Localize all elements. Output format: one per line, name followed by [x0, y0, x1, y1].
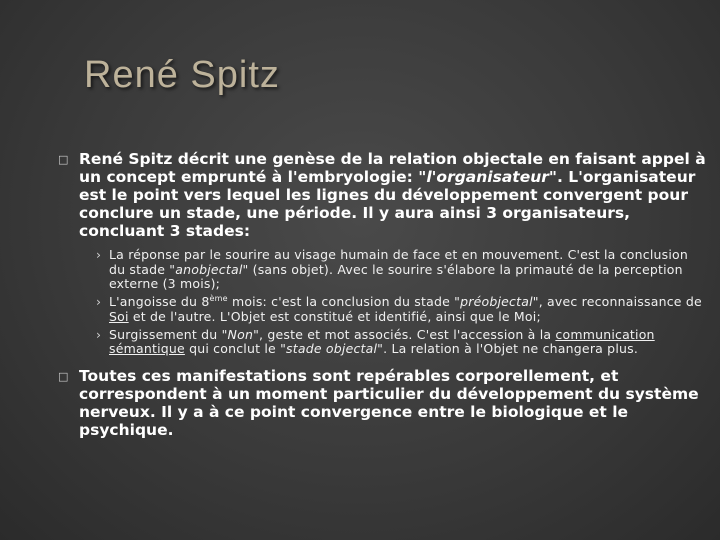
sub-bullet-sourire	[96, 248, 708, 292]
sub-bullet-text: ". La relation à l'Objet ne changera plus.	[377, 341, 639, 357]
sub-bullet-text: qui conclut le "	[184, 341, 287, 357]
sub-bullet-text: ", avec reconnaissance de	[532, 294, 702, 310]
chevron-right-icon: ›	[96, 247, 102, 262]
square-bullet-icon: □	[58, 369, 69, 383]
sub-bullet-text: " (sans objet). Avec le sourire s'élabore la primauté de la perception externe (3 mois);	[109, 261, 683, 292]
sub-bullet-text: La réponse par le sourire au visage humain de face et en mouvement. C'est la conclusion du stade "	[109, 247, 688, 277]
sub-bullet-underline: Soi	[109, 308, 129, 324]
superscript: ème	[209, 294, 228, 304]
sub-bullet-text: mois: c'est la conclusion du stade "	[227, 294, 461, 310]
sub-bullet-list	[96, 248, 708, 357]
slide-title: René Spitz	[84, 54, 280, 96]
bullet-text: ". L'organisateur est le point vers lequel les lignes du développement convergent pour conclure un stade, une période. Il y aura ainsi 3 organisateurs, concluant 3 stades:	[79, 168, 696, 240]
sub-bullet-non	[96, 328, 708, 357]
bullet-organisateurs	[58, 150, 708, 240]
sub-bullet-underline: communication sémantique	[109, 326, 655, 357]
sub-bullet-text: et de l'autre. L'Objet est constitué et identifié, ainsi que le Moi;	[128, 308, 541, 324]
sub-bullet-text: ", geste et mot associés. C'est l'accession à la	[253, 326, 556, 342]
sub-bullet-emphasis: stade objectal	[286, 341, 378, 357]
sub-bullet-angoisse	[96, 295, 708, 324]
bullet-manifestations	[58, 367, 708, 439]
slide-body	[58, 150, 708, 439]
sub-bullet-text: Surgissement du "	[109, 326, 228, 342]
sub-bullet-text: L'angoisse du 8	[109, 294, 210, 310]
sub-bullet-emphasis: Non	[227, 326, 254, 342]
square-bullet-icon: □	[58, 153, 69, 166]
bullet-text: Toutes ces manifestations sont repérables corporellement, et correspondent à un moment particulier du développement du système nerveux. Il y a à ce point convergence entre le biologique et le psychique.	[79, 366, 699, 439]
chevron-right-icon: ›	[96, 294, 102, 310]
chevron-right-icon: ›	[96, 326, 102, 342]
sub-bullet-emphasis: préobjectal	[460, 294, 533, 310]
bullet-text: René Spitz décrit une genèse de la relation objectale en faisant appel à un concept emprunté à l'embryologie: "	[79, 150, 706, 186]
sub-bullet-emphasis: anobjectal	[175, 261, 243, 277]
bullet-emphasis: l'organisateur	[426, 168, 549, 186]
